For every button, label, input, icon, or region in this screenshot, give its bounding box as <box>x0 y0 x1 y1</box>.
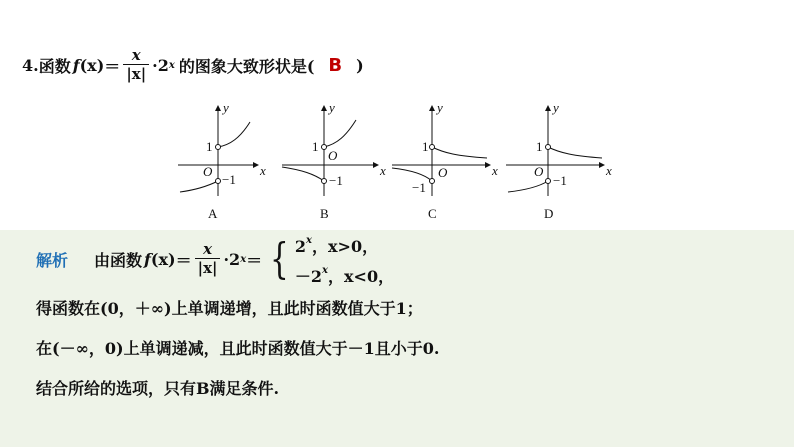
graph-d-left-curve <box>508 181 548 192</box>
solution-panel <box>0 230 794 447</box>
solution-fraction-numerator: x <box>203 240 213 258</box>
answer-letter: B <box>328 54 343 76</box>
question-number: 4. <box>22 55 39 75</box>
case-positive: 2$^x$，x>0， <box>294 235 379 256</box>
question-suffix: 的图象大致形状是( <box>178 56 315 76</box>
graph-b-tick-1: 1 <box>312 139 319 154</box>
graph-a-hollow-1 <box>216 145 221 150</box>
solution-fraction-denominator: |x| <box>195 258 221 276</box>
graph-b-right-curve <box>324 120 356 147</box>
graph-a-tick-1: 1 <box>206 139 213 154</box>
equals-sign: ＝ <box>104 56 121 76</box>
graph-a-left-curve <box>180 181 218 192</box>
graph-a-label: A <box>208 206 218 221</box>
graph-c-hollow-1 <box>430 145 435 150</box>
question-close: ) <box>356 55 364 75</box>
question-prefix: 函数 <box>38 56 71 76</box>
solution-equals: ＝ <box>175 250 192 270</box>
graph-c-origin: O <box>438 165 448 180</box>
graph-d-tick-1: 1 <box>536 139 543 154</box>
graph-a-right-curve <box>218 122 250 147</box>
graph-b-x-label: x <box>380 163 386 178</box>
fraction-numerator: x <box>131 46 141 64</box>
graph-c <box>392 100 498 221</box>
solution-fraction <box>195 242 221 276</box>
function-var: (x) <box>79 55 105 75</box>
graph-a-y-label: y <box>223 100 229 115</box>
graph-a-x-label: x <box>260 163 266 178</box>
graph-b <box>282 100 386 221</box>
power-exponent: x <box>168 59 175 71</box>
graph-d-hollow-1 <box>546 145 551 150</box>
graph-d-x-label: x <box>606 163 612 178</box>
graph-b-origin: O <box>328 148 338 163</box>
graph-a-origin: O <box>203 164 213 179</box>
graph-c-tick-1: 1 <box>422 139 429 154</box>
piecewise-brace: { <box>270 234 289 283</box>
solution-equals-2: ＝ <box>246 250 263 270</box>
solution-line-4: 结合所给的选项，只有B满足条件. <box>36 379 280 398</box>
graph-c-y-label: y <box>437 100 443 115</box>
graph-b-hollow-1 <box>322 145 327 150</box>
graph-b-left-curve <box>282 167 324 181</box>
graph-d-tick-m1: −1 <box>553 173 567 188</box>
graph-d-y-label: y <box>553 100 559 115</box>
fraction-denominator: |x| <box>123 64 149 82</box>
solution-fvar: (x) <box>150 249 176 269</box>
solution-line-3: 在(－∞，0)上单调递减，且此时函数值大于－1且小于0. <box>36 339 440 358</box>
graph-c-label: C <box>428 206 437 221</box>
question-line <box>22 40 364 90</box>
function-name: f <box>72 55 80 75</box>
graph-c-x-label: x <box>492 163 498 178</box>
graph-d-origin: O <box>534 164 544 179</box>
solution-fname: f <box>144 249 151 269</box>
graph-c-tick-m1: −1 <box>412 180 426 195</box>
graph-b-label: B <box>320 206 329 221</box>
solution-power-exponent: x <box>240 253 247 265</box>
graphs-svg <box>170 98 620 228</box>
solution-line-1 <box>36 232 394 286</box>
graph-a <box>178 100 266 221</box>
graph-b-hollow-m1 <box>322 179 327 184</box>
power-base: ·2 <box>152 55 169 75</box>
graph-a-tick-m1: −1 <box>222 172 236 187</box>
graph-a-hollow-m1 <box>216 179 221 184</box>
graph-c-right-curve <box>432 147 487 158</box>
solution-power-base: ·2 <box>223 249 241 269</box>
graph-d-hollow-m1 <box>546 179 551 184</box>
graph-b-y-label: y <box>329 100 335 115</box>
graph-d-label: D <box>544 206 554 221</box>
graph-c-hollow-m1 <box>430 179 435 184</box>
graph-b-tick-m1: −1 <box>329 173 343 188</box>
graph-d <box>506 100 612 221</box>
graph-d-right-curve <box>548 147 602 158</box>
case-negative: $-2^x$，x<0， <box>294 265 395 286</box>
solution-prefix: 由函数 <box>94 250 143 270</box>
solution-label: 解析 <box>36 250 69 270</box>
solution-line-2: 得函数在(0，＋∞)上单调递增，且此时函数值大于1； <box>36 299 423 318</box>
piecewise-cases <box>295 229 394 289</box>
option-graphs <box>170 98 620 228</box>
fraction <box>123 48 149 82</box>
